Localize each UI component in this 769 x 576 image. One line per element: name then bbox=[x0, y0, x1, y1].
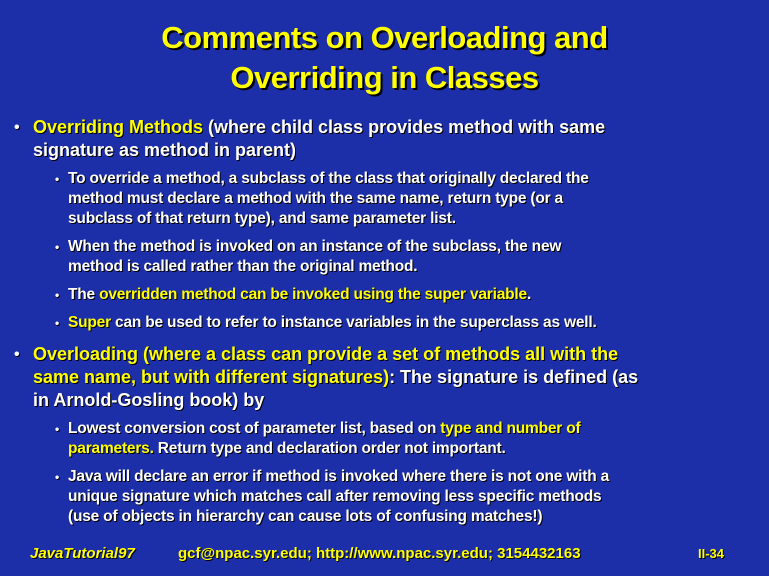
sub-bullet-dot-icon: • bbox=[55, 288, 60, 302]
slide-title bbox=[0, 18, 769, 98]
sub-bullet-override-invoke bbox=[55, 237, 745, 277]
super-vars-suffix: can be used to refer to instance variables in the superclass as well. bbox=[110, 314, 597, 331]
sub-bullet-override-how bbox=[55, 169, 745, 229]
override-how-line1: To override a method, a subclass of the class that originally declared the bbox=[68, 170, 589, 187]
sub-bullet-java-error bbox=[55, 467, 745, 527]
bullet-overloading-text bbox=[33, 343, 744, 412]
java-error-line2: unique signature which matches call after removing less specific methods bbox=[68, 488, 602, 505]
override-super-highlight: overridden method can be invoked using the super variable bbox=[99, 286, 527, 303]
slide-title-line2: Overriding in Classes bbox=[230, 60, 539, 95]
override-super-suffix: . bbox=[526, 286, 532, 303]
overloading-highlight-line2: same name, but with different signatures) bbox=[33, 367, 390, 387]
overloading-highlight-line1: Overloading (where a class can provide a set of methods all with the bbox=[33, 344, 619, 364]
type-number-highlight: type and number of bbox=[440, 420, 581, 437]
override-super-prefix: The bbox=[68, 286, 100, 303]
sub-bullet-override-super bbox=[55, 285, 745, 305]
overriding-rest-line1: (where child class provides method with same bbox=[203, 117, 606, 137]
bullet-overriding-text bbox=[33, 116, 744, 162]
overriding-methods-highlight: Overriding Methods bbox=[33, 117, 204, 137]
sub-bullet-dot-icon: • bbox=[55, 240, 60, 254]
footer-slide-number: II-34 bbox=[698, 546, 725, 561]
sub-bullet-dot-icon: • bbox=[55, 172, 60, 186]
bullet-overloading bbox=[14, 343, 744, 412]
java-error-line3: (use of objects in hierarchy can cause lots of confusing matches!) bbox=[68, 508, 543, 525]
bullet-dot-icon: • bbox=[14, 346, 20, 363]
sub-bullet-super-vars bbox=[55, 313, 745, 333]
overloading-line3: in Arnold-Gosling book) by bbox=[33, 390, 265, 410]
overloading-rest-line2: : The signature is defined (as bbox=[389, 367, 639, 387]
bullet-dot-icon: • bbox=[14, 119, 20, 136]
override-invoke-line1: When the method is invoked on an instance of the subclass, the new bbox=[68, 238, 562, 255]
sub-bullet-conversion-cost bbox=[55, 419, 745, 459]
override-how-line3: subclass of that return type), and same parameter list. bbox=[68, 210, 456, 227]
java-error-line1: Java will declare an error if method is invoked where there is not one with a bbox=[68, 468, 610, 485]
footer-contact: gcf@npac.syr.edu; http://www.npac.syr.edu; 3154432163 bbox=[178, 545, 581, 562]
footer-course-name: JavaTutorial97 bbox=[30, 545, 135, 562]
conversion-cost-suffix: Return type and declaration order not important. bbox=[153, 440, 506, 457]
super-highlight: Super bbox=[68, 314, 111, 331]
slide-title-line1: Comments on Overloading and bbox=[161, 20, 608, 55]
overriding-line2: signature as method in parent) bbox=[33, 140, 297, 160]
sub-bullet-dot-icon: • bbox=[55, 470, 60, 484]
bullet-overriding bbox=[14, 116, 744, 162]
override-how-line2: method must declare a method with the same name, return type (or a bbox=[68, 190, 563, 207]
parameters-highlight: parameters. bbox=[68, 440, 154, 457]
override-invoke-line2: method is called rather than the original method. bbox=[68, 258, 418, 275]
sub-bullet-dot-icon: • bbox=[55, 422, 60, 436]
conversion-cost-prefix: Lowest conversion cost of parameter list, based on bbox=[68, 420, 441, 437]
sub-bullet-dot-icon: • bbox=[55, 316, 60, 330]
